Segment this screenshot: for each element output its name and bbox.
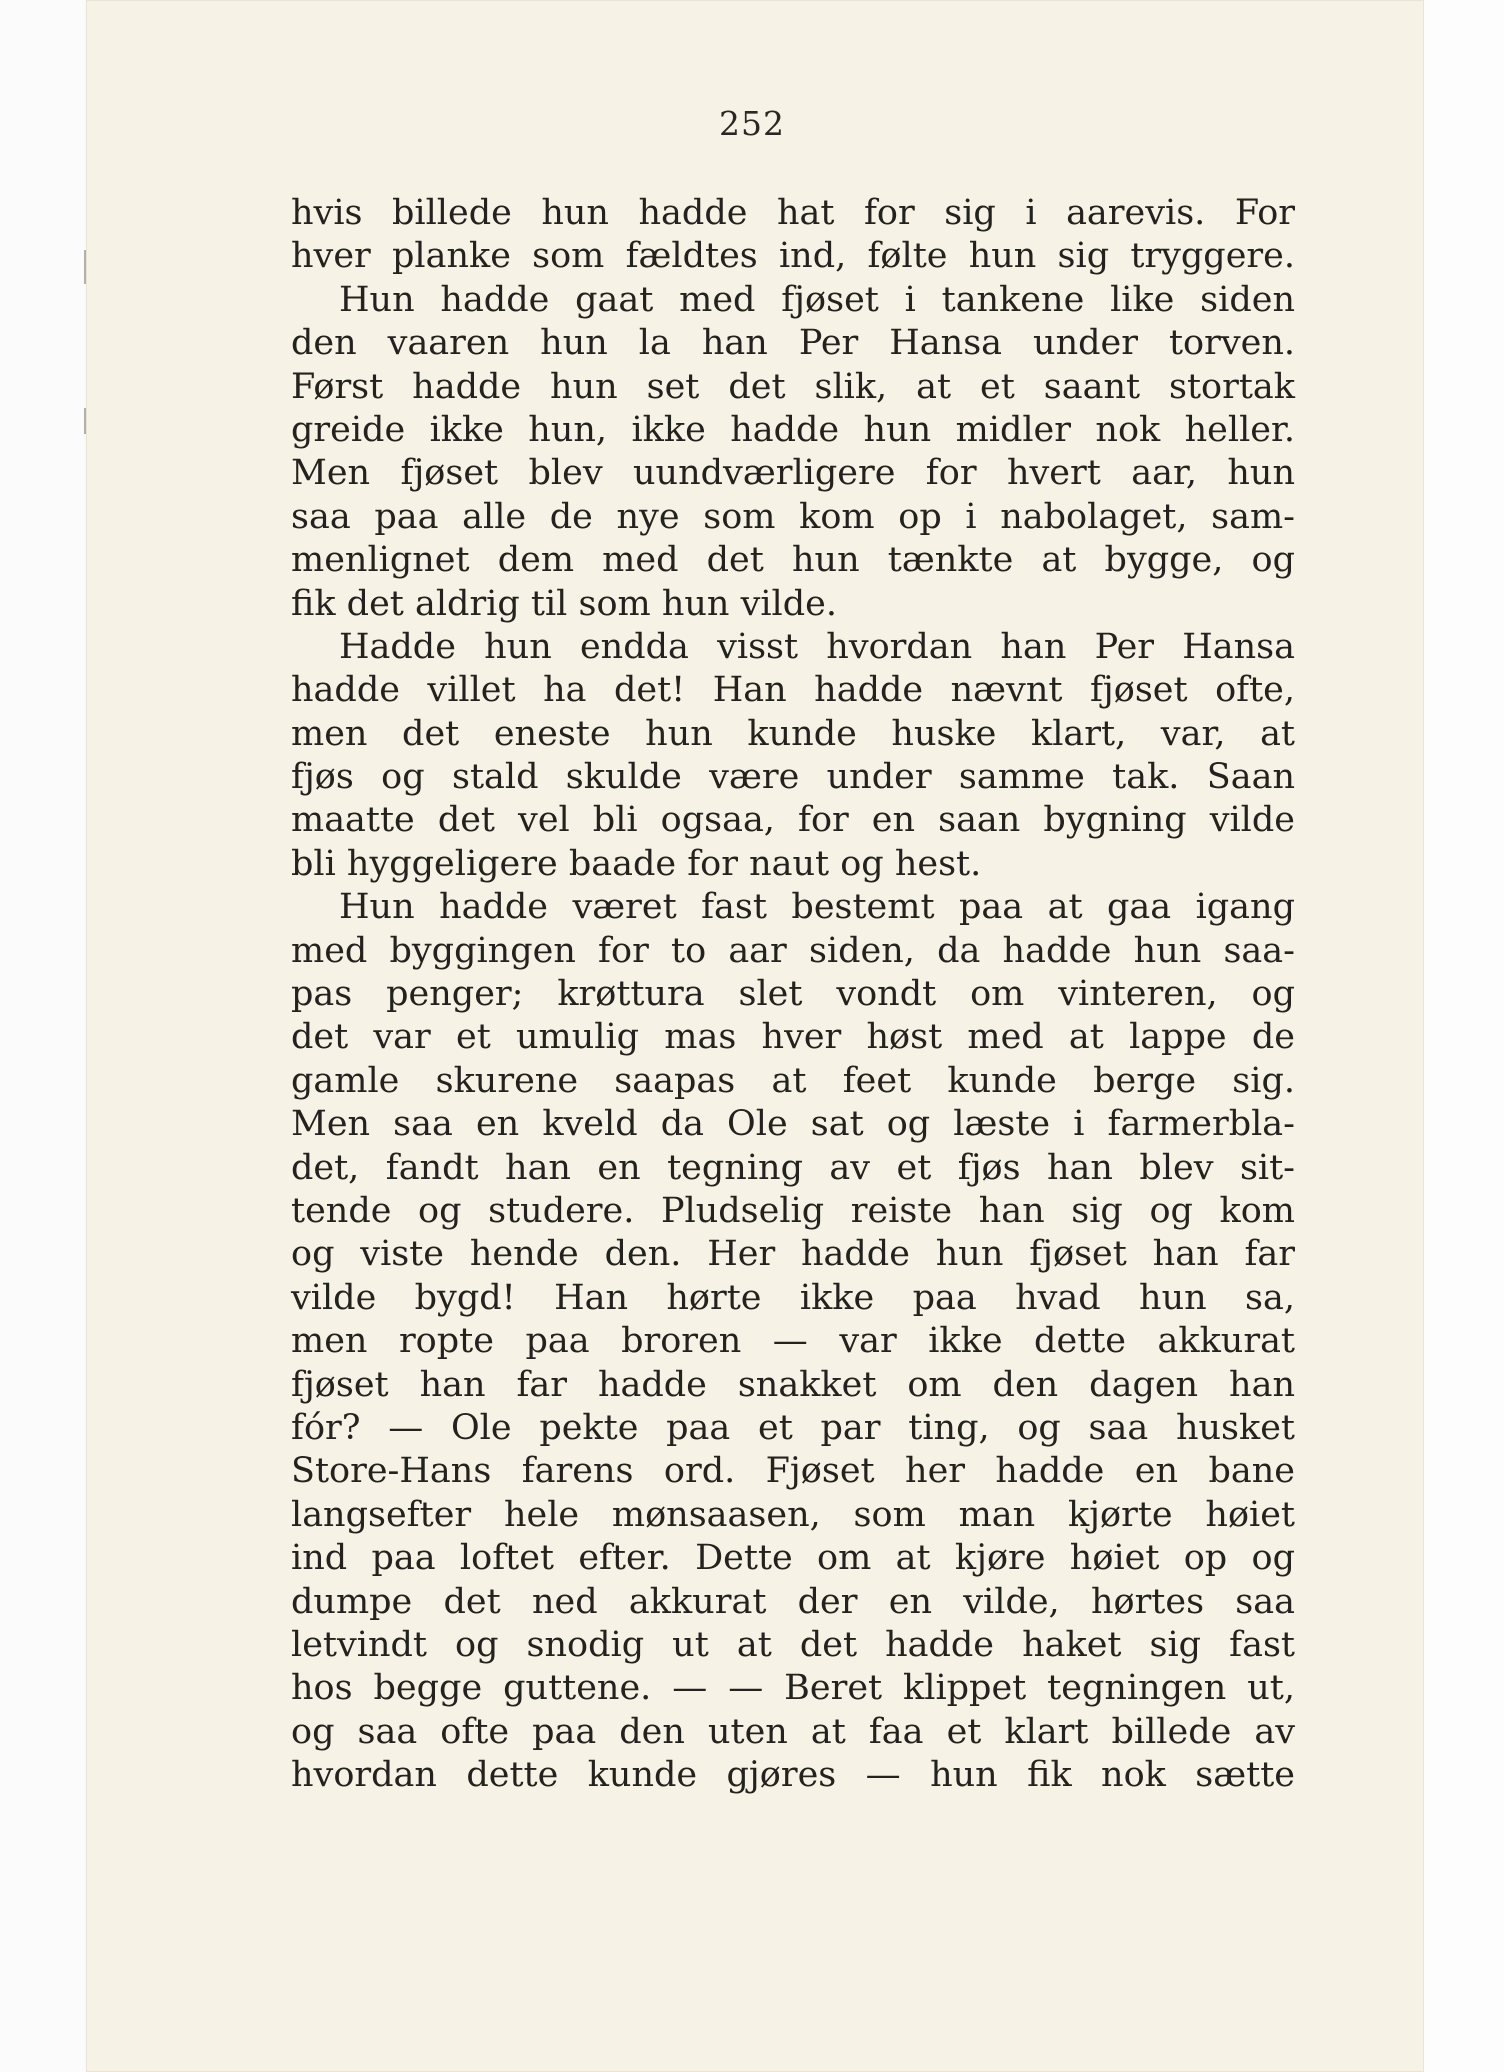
text-line: og saa ofte paa den uten at faa et klart billede av xyxy=(291,1711,1295,1752)
text-line: fór? — Ole pekte paa et par ting, og saa husket xyxy=(291,1407,1295,1448)
text-line: tende og studere. Pludselig reiste han sig og kom xyxy=(291,1190,1295,1231)
text-line: fjøset han far hadde snakket om den dagen han xyxy=(291,1364,1295,1405)
scan-background-right xyxy=(1424,0,1504,2072)
text-line: greide ikke hun, ikke hadde hun midler nok heller. xyxy=(291,409,1295,450)
page-number: 252 xyxy=(719,104,785,143)
text-line: og viste hende den. Her hadde hun fjøset han far xyxy=(291,1234,1295,1275)
text-line: dumpe det ned akkurat der en vilde, hørtes saa xyxy=(291,1581,1295,1622)
text-line: hver planke som fældtes ind, følte hun sig tryggere. xyxy=(291,236,1295,277)
scan-background-left xyxy=(0,0,86,2072)
text-line: hos begge guttene. — — Beret klippet tegningen ut, xyxy=(291,1668,1295,1709)
text-line: det, fandt han en tegning av et fjøs han blev sit- xyxy=(291,1147,1295,1188)
text-line: saa paa alle de nye som kom op i nabolaget, sam- xyxy=(291,496,1295,537)
page-edge-mark xyxy=(84,408,86,434)
text-line: Men fjøset blev uundværligere for hvert aar, hun xyxy=(291,453,1295,494)
text-line: ind paa loftet efter. Dette om at kjøre høiet op og xyxy=(291,1538,1295,1579)
text-line: Hun hadde gaat med fjøset i tankene like siden xyxy=(339,279,1295,320)
text-line: Men saa en kveld da Ole sat og læste i farmerbla- xyxy=(291,1104,1295,1145)
text-line: hvordan dette kunde gjøres — hun fik nok sætte xyxy=(291,1755,1295,1796)
text-line: med byggingen for to aar siden, da hadde hun saa- xyxy=(291,930,1295,971)
text-line: den vaaren hun la han Per Hansa under torven. xyxy=(291,323,1295,364)
text-line: men ropte paa broren — var ikke dette akkurat xyxy=(291,1321,1295,1362)
text-line: bli hyggeligere baade for naut og hest. xyxy=(291,843,982,884)
text-line: fik det aldrig til som hun vilde. xyxy=(291,583,837,624)
text-line: pas penger; krøttura slet vondt om vinteren, og xyxy=(291,974,1295,1015)
page-edge-mark xyxy=(84,250,86,284)
text-line: hadde villet ha det! Han hadde nævnt fjøset ofte, xyxy=(291,670,1295,711)
text-line: vilde bygd! Han hørte ikke paa hvad hun sa, xyxy=(291,1277,1295,1318)
text-line: men det eneste hun kunde huske klart, var, at xyxy=(291,713,1295,754)
text-line: hvis billede hun hadde hat for sig i aarevis. For xyxy=(291,193,1295,233)
text-line: menlignet dem med det hun tænkte at bygge, og xyxy=(291,540,1295,581)
text-line: Hun hadde været fast bestemt paa at gaa igang xyxy=(339,887,1295,928)
text-line: det var et umulig mas hver høst med at lappe de xyxy=(291,1017,1295,1058)
text-line: Først hadde hun set det slik, at et saant stortak xyxy=(291,366,1295,407)
text-line: fjøs og stald skulde være under samme tak. Saan xyxy=(291,757,1295,798)
text-line: langsefter hele mønsaasen, som man kjørte høiet xyxy=(291,1494,1295,1535)
text-line: maatte det vel bli ogsaa, for en saan bygning vilde xyxy=(291,800,1295,841)
text-line: gamle skurene saapas at feet kunde berge sig. xyxy=(291,1060,1295,1101)
text-line: letvindt og snodig ut at det hadde haket sig fast xyxy=(291,1624,1295,1665)
body-text xyxy=(291,192,1295,1797)
text-line: Hadde hun endda visst hvordan han Per Hansa xyxy=(339,626,1295,667)
text-line: Store-Hans farens ord. Fjøset her hadde en bane xyxy=(291,1451,1295,1492)
